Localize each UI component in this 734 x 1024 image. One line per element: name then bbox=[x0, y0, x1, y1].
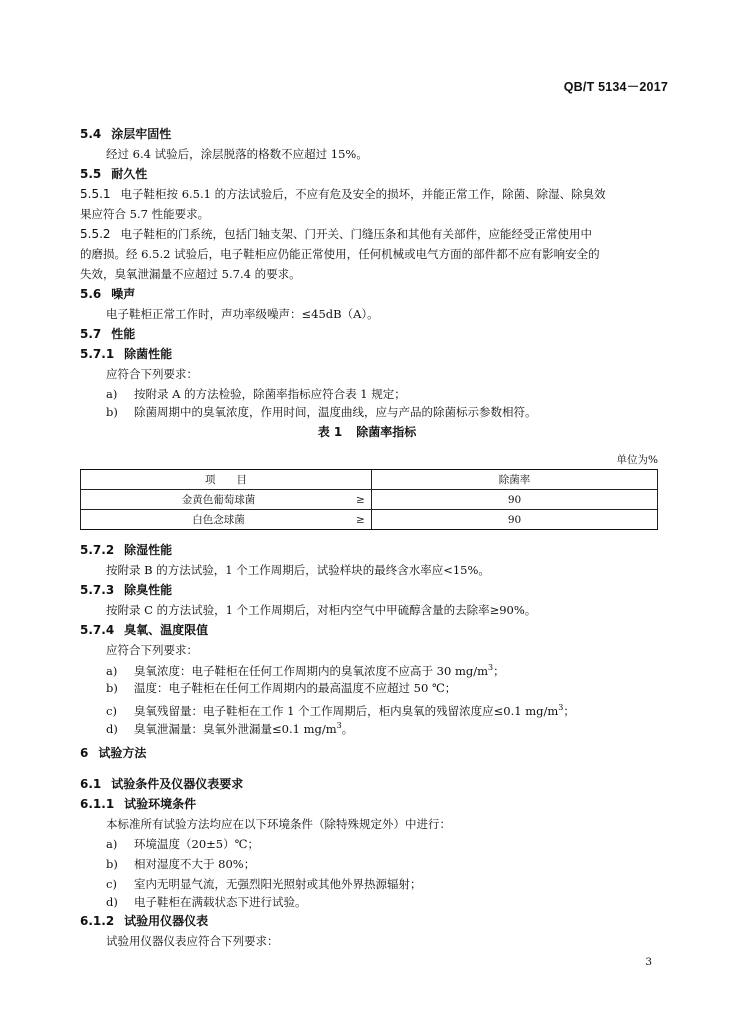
rate-value: 90 bbox=[372, 510, 658, 530]
list-label: d) bbox=[106, 895, 118, 909]
standard-number-header: QB/T 5134－2017 bbox=[563, 80, 668, 94]
sterilization-rate-table bbox=[80, 469, 658, 530]
organism-name: 金黄色葡萄球菌 bbox=[81, 490, 357, 510]
list-text: 除菌周期中的臭氧浓度，作用时间，温度曲线，应与产品的除菌标示参数相符。 bbox=[134, 405, 537, 419]
section-number: 6.1 bbox=[80, 777, 102, 791]
section-number: 6.1.1 bbox=[80, 797, 115, 811]
section-5-6-text: 电子鞋柜正常工作时，声功率级噪声：≤45dB（A）。 bbox=[106, 307, 379, 321]
list-item-a bbox=[106, 385, 406, 403]
list-item-c bbox=[106, 875, 422, 893]
chapter-title: 试验方法 bbox=[98, 746, 147, 760]
section-5-4-heading bbox=[80, 125, 171, 143]
section-5-7-1-heading bbox=[80, 345, 172, 363]
section-title: 除湿性能 bbox=[124, 543, 173, 557]
section-number: 5.7.3 bbox=[80, 583, 115, 597]
section-5-7-2-heading bbox=[80, 541, 172, 559]
table-number: 表 1 bbox=[317, 425, 343, 439]
section-5-5-2-line2: 的磨损。经 6.5.2 试验后，电子鞋柜应仍能正常使用，任何机械或电气方面的部件都不应有影响安全的 bbox=[80, 247, 600, 261]
section-5-5-2-line1 bbox=[80, 225, 592, 243]
section-5-7-4-intro: 应符合下列要求： bbox=[106, 643, 198, 657]
section-5-4-text: 经过 6.4 试验后，涂层脱落的格数不应超过 15%。 bbox=[106, 147, 368, 161]
superscript: 3 bbox=[558, 703, 564, 712]
section-5-5-1-line2: 果应符合 5.7 性能要求。 bbox=[80, 207, 210, 221]
section-title: 试验条件及仪器仪表要求 bbox=[111, 777, 244, 791]
section-6-1-1-heading bbox=[80, 795, 196, 813]
clause-number: 5.5.1 bbox=[80, 187, 111, 201]
section-6-1-heading bbox=[80, 775, 243, 793]
section-number: 5.7.1 bbox=[80, 347, 115, 361]
list-label: c) bbox=[106, 703, 117, 718]
list-text: 按附录 A 的方法检验，除菌率指标应符合表 1 规定； bbox=[134, 387, 406, 401]
list-label: b) bbox=[106, 681, 118, 695]
table-unit: 单位为% bbox=[616, 454, 658, 466]
section-number: 5.5 bbox=[80, 167, 102, 181]
header-rate: 除菌率 bbox=[372, 470, 658, 490]
comparison-symbol: ≥ bbox=[356, 510, 372, 530]
section-title: 试验用仪器仪表 bbox=[124, 914, 209, 928]
section-title: 性能 bbox=[111, 327, 136, 341]
list-text: 电子鞋柜在满载状态下进行试验。 bbox=[134, 895, 307, 909]
section-title: 除臭性能 bbox=[124, 583, 173, 597]
list-item-b bbox=[106, 679, 456, 697]
section-5-7-3-heading bbox=[80, 581, 172, 599]
table-row bbox=[81, 490, 658, 510]
list-item-b bbox=[106, 403, 537, 421]
section-5-5-heading bbox=[80, 165, 147, 183]
superscript: 3 bbox=[336, 721, 342, 730]
section-5-7-1-intro: 应符合下列要求： bbox=[106, 367, 198, 381]
list-text: 室内无明显气流，无强烈阳光照射或其他外界热源辐射； bbox=[134, 877, 422, 891]
list-item-d bbox=[106, 893, 307, 911]
section-5-7-4-heading bbox=[80, 621, 208, 639]
section-6-1-1-intro: 本标准所有试验方法均应在以下环境条件（除特殊规定外）中进行： bbox=[106, 817, 451, 831]
section-number: 5.7.2 bbox=[80, 543, 115, 557]
list-label: a) bbox=[106, 663, 118, 678]
page-number: 3 bbox=[645, 956, 652, 968]
list-text: 温度：电子鞋柜在任何工作周期内的最高温度不应超过 50 ℃； bbox=[134, 681, 457, 695]
section-5-7-3-text: 按附录 C 的方法试验，1 个工作周期后，对柜内空气中甲硫醇含量的去除率≥90%。 bbox=[106, 603, 537, 617]
comparison-symbol: ≥ bbox=[356, 490, 372, 510]
section-number: 5.7 bbox=[80, 327, 102, 341]
list-text: 臭氧泄漏量：臭氧外泄漏量≤0.1 mg/m bbox=[134, 721, 337, 736]
section-title: 臭氧、温度限值 bbox=[124, 623, 209, 637]
list-label: b) bbox=[106, 857, 118, 871]
list-punct: ； bbox=[563, 703, 575, 718]
list-label: b) bbox=[106, 405, 118, 419]
section-6-1-2-intro: 试验用仪器仪表应符合下列要求： bbox=[106, 934, 279, 948]
table-caption bbox=[0, 423, 734, 440]
section-number: 5.4 bbox=[80, 127, 102, 141]
table-row bbox=[81, 510, 658, 530]
section-title: 试验环境条件 bbox=[124, 797, 197, 811]
section-5-7-2-text: 按附录 B 的方法试验，1 个工作周期后，试验样块的最终含水率应<15%。 bbox=[106, 563, 490, 577]
list-item-a bbox=[106, 659, 505, 680]
rate-value: 90 bbox=[372, 490, 658, 510]
list-item-b bbox=[106, 855, 255, 873]
table-title: 除菌率指标 bbox=[356, 425, 417, 439]
clause-text: 电子鞋柜按 6.5.1 的方法试验后，不应有危及安全的损坏，并能正常工作，除菌、除湿、除臭效 bbox=[120, 187, 606, 201]
superscript: 3 bbox=[488, 663, 494, 672]
section-number: 6.1.2 bbox=[80, 914, 115, 928]
list-label: d) bbox=[106, 721, 118, 736]
header-item: 项 目 bbox=[81, 470, 372, 490]
chapter-number: 6 bbox=[80, 746, 89, 760]
section-title: 噪声 bbox=[111, 287, 136, 301]
clause-text: 电子鞋柜的门系统，包括门轴支架、门开关、门缝压条和其他有关部件，应能经受正常使用中 bbox=[120, 227, 593, 241]
list-text: 环境温度（20±5）℃； bbox=[134, 837, 259, 851]
organism-name: 白色念球菌 bbox=[81, 510, 357, 530]
chapter-6-heading bbox=[80, 744, 146, 762]
section-5-6-heading bbox=[80, 285, 135, 303]
section-5-5-1-line1 bbox=[80, 185, 606, 203]
list-item-d bbox=[106, 717, 353, 738]
list-punct: ； bbox=[493, 663, 505, 678]
section-title: 耐久性 bbox=[111, 167, 148, 181]
section-title: 涂层牢固性 bbox=[111, 127, 172, 141]
list-label: c) bbox=[106, 877, 117, 891]
section-number: 5.6 bbox=[80, 287, 102, 301]
section-title: 除菌性能 bbox=[124, 347, 173, 361]
list-item-a bbox=[106, 835, 259, 853]
list-label: a) bbox=[106, 837, 118, 851]
section-6-1-2-heading bbox=[80, 912, 208, 930]
list-label: a) bbox=[106, 387, 118, 401]
list-text: 臭氧浓度：电子鞋柜在任何工作周期内的臭氧浓度不应高于 30 mg/m bbox=[134, 663, 488, 678]
list-text: 相对湿度不大于 80%； bbox=[134, 857, 256, 871]
list-punct: 。 bbox=[341, 721, 354, 736]
table-header-row bbox=[81, 470, 658, 490]
list-text: 臭氧残留量：电子鞋柜在工作 1 个工作周期后，柜内臭氧的残留浓度应≤0.1 mg/m bbox=[134, 703, 559, 718]
section-5-7-heading bbox=[80, 325, 135, 343]
clause-number: 5.5.2 bbox=[80, 227, 111, 241]
section-number: 5.7.4 bbox=[80, 623, 115, 637]
section-5-5-2-line3: 失效，臭氧泄漏量不应超过 5.7.4 的要求。 bbox=[80, 267, 301, 281]
